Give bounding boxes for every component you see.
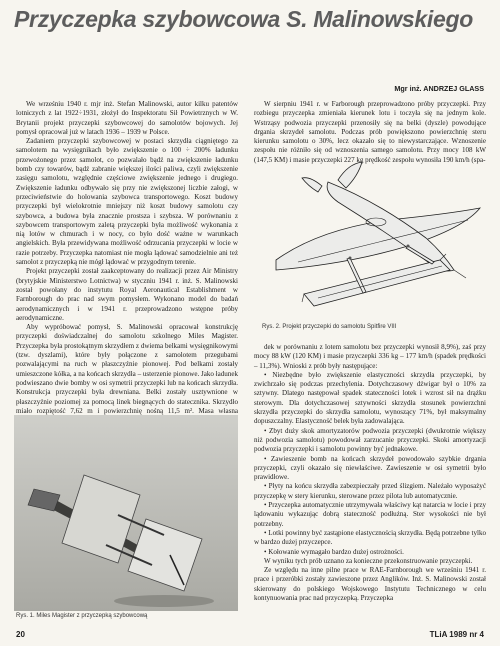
bullet-item: • Zbyt duży skok amortyzatorów podwozia przyczepki (dwukrotnie większy niż podwozia samolotu) powodował zarzucanie przyczepki. Skoki amortyzacji podwozia przyczepki i samolotu powinny być jednakowe.: [254, 426, 486, 454]
figure-1-caption: Rys. 1. Miles Magister z przyczepką szybowcową: [16, 613, 148, 619]
paragraph: Projekt przyczepki został zaakceptowany do realizacji przez Air Ministry (brytyjskie Ministerstwo Lotnictwa) w styczniu 1941 r. inż. S. Malinowski został powołany do instytutu Royal Aeronautical Establishment w Farnborough do prac nad swym pomysłem. Wykonano model do badań aerodynamicznych i w 1941 r. przeprowadzono wstępne próby aerodynamiczne.: [16, 267, 238, 322]
page-title: Przyczepka szybowcowa S. Malinowskiego: [14, 6, 473, 32]
miles-magister-photo: [14, 415, 238, 611]
bullet-item: • Zawieszenie bomb na końcach skrzydeł powodowało szybkie drgania przyczepki, czyli okazało się niewłaściwe. Zawieszenie w osi symetrii było prawidłowe.: [254, 454, 486, 482]
page-footer: [0, 629, 500, 643]
paragraph: Ze względu na inne pilne prace w RAE-Farnborough we wrześniu 1941 r. prace i przeróbki zostały zawieszone przez Anglików. Inż. S. Malinowski został skierowany do polskiego Wojskowego Instytutu Technicznego w celu kontynuowania prac nad przyczepką. Przyczepka: [254, 566, 486, 603]
bullet-item: • Lotki powinny być zastąpione elastycznością skrzydła. Będą potrzebne tylko w bardzo dużej przyczepce.: [254, 528, 486, 547]
right-column-bottom: [254, 343, 486, 603]
journal-issue: TLiA 1989 nr 4: [429, 630, 484, 639]
spitfire-trailer-drawing: [258, 142, 488, 324]
bullet-item: • Niezbędne było zwiększenie elastyczności skrzydła przyczepki, by zwichrzało się podczas przechylenia. Dotychczasowy dźwigar był o 10% za sztywny. Dlatego następował spadek stateczności lotek i wzrost sił na drążku sterowym. Dla dotychczasowej sztywności skrzydła stosunek powierzchni skrzydła przyczepki do skrzydła samolotu, wynoszący 71%, był maksymalny dopuszczalny. Elastyczność belek była zadowalająca.: [254, 370, 486, 426]
paragraph: Aby wypróbować pomysł, S. Malinowski opracował konstrukcję przyczepki doświadczalnej do samolotu szkolnego Miles Magister. Przyczepka była prostokątnym skrzydłem z dwiema belkami wysięgnikowymi (tzw. dyszlami), które były połączone z samolotem przegubami pozwalającymi na ruch w płaszczyźnie pionowej. Pod belkami zostały umieszczone kółka, a na końcach skrzydła – usterzenie pionowe. Jako ładunek podwieszano dwie bomby w osi symetrii przyczepki lub na końcach skrzydła. Konstrukcja przyczepki była drewniana. Belki zostały usztywnione w płaszczyźnie poziomej za pomocą linek biegnących do statecznika. Skrzydło miało rozpiętość 7,62 m i powierzchnię nośną 11,5 m². Masa własna: [16, 323, 238, 415]
bullet-item: • Kołowanie wymagało bardzo dużej ostrożności.: [264, 547, 404, 556]
bullet-item: • Przyczepka automatycznie utrzymywała właściwy kąt natarcia w locie i przy lądowaniu wykazując dobrą stateczność podłużną. Ster wysokości nie był potrzebny.: [254, 501, 486, 528]
bullet-item: • Płyty na końcu skrzydła zabezpieczały przed ślizgiem. Należało wyposażyć przyczepkę w stery kierunku, sterowane przez pilota lub automatycznie.: [254, 482, 486, 500]
author-byline: Mgr inż. ANDRZEJ GLASS: [394, 84, 484, 93]
photo-illustration: [14, 415, 238, 611]
paragraph: We wrześniu 1940 r. mjr inż. Stefan Malinowski, autor kilku patentów lotniczych z lat 1922÷1931, złożył do Inspektoratu Sił Powietrznych w W. Brytanii projekt przyczepki szybowcowej do samolotów bojowych. Jej pomysł opracował już w latach 1936 – 1939 w Polsce.: [16, 100, 238, 136]
paragraph: W wyniku tych prób uznano za konieczne przekonstruowanie przyczepki.: [264, 556, 473, 565]
page-number: 20: [16, 630, 25, 639]
paragraph: dek w porównaniu z lotem samolotu bez przyczepki wynosił 8,9%), zaś przy mocy 88 kW (120 KM) i masie przyczepki 336 kg – 177 km/h (spadek prędkości – 11,3%). Wnioski z prób były następujące:: [254, 343, 486, 370]
left-column: [16, 100, 238, 435]
figure-2-caption: Rys. 2. Projekt przyczepki do samolotu Spitfire VIII: [262, 324, 397, 330]
paragraph: W sierpniu 1941 r. w Farborough przeprowadzono próby przyczepki. Przy rozbiegu przyczepka zmieniała kierunek lotu i toczyła się na jednym kole. Wstrząsy podwozia przyczepki przenosiły się na belki (dyszle) powodujące drgania skrzydeł samolotu. Podczas prób powiększono powierzchnię steru kierunku samolotu o 30%, lecz okazało się to niewystarczające. Wznoszenie zespołu nie różniło się od wznoszenia samego samolotu. Przy mocy 108 kW (147,5 KM) i masie przyczepki 227 kg prędkość zespołu wynosiła 190 km/h (spa-: [254, 100, 486, 164]
paragraph: Zadaniem przyczepki szybowcowej w postaci skrzydła ciągniętego za samolotem na wysięgnikach było zwiększenie o 100 ÷ 200% ładunku przewożonego przez samolot, co pozwalało bądź na zwiększenie ładunku bomb czy towarów, bądź zabranie większej ilości paliwa, czyli zwiększenie zasięgu samolotu, względnie częściowe zwiększenie jednego i drugiego. Zwiększenie ładunku odbywało się przy nie zwiększonej liczbie załogi, w przeciwieństwie do holowania szybowca transportowego. Koszt budowy przyczepki był wielokrotnie mniejszy niż koszt budowy samolotu czy szybowca, a budowa była znacznie prostsza i szybsza. W porównaniu z szybowcem transportowym zaletą przyczepki była możliwość wykonania z nią lotów w chmurach i w nocy, co było dość ważne w warunkach angielskich. Była przewidywana możliwość odrzucania przyczepki w locie w razie potrzeby. Przyczepka natomiast nie mogła lądować samodzielnie ani też samolot z przyczepką nie mógł lądować w przygodnym terenie.: [16, 137, 238, 267]
